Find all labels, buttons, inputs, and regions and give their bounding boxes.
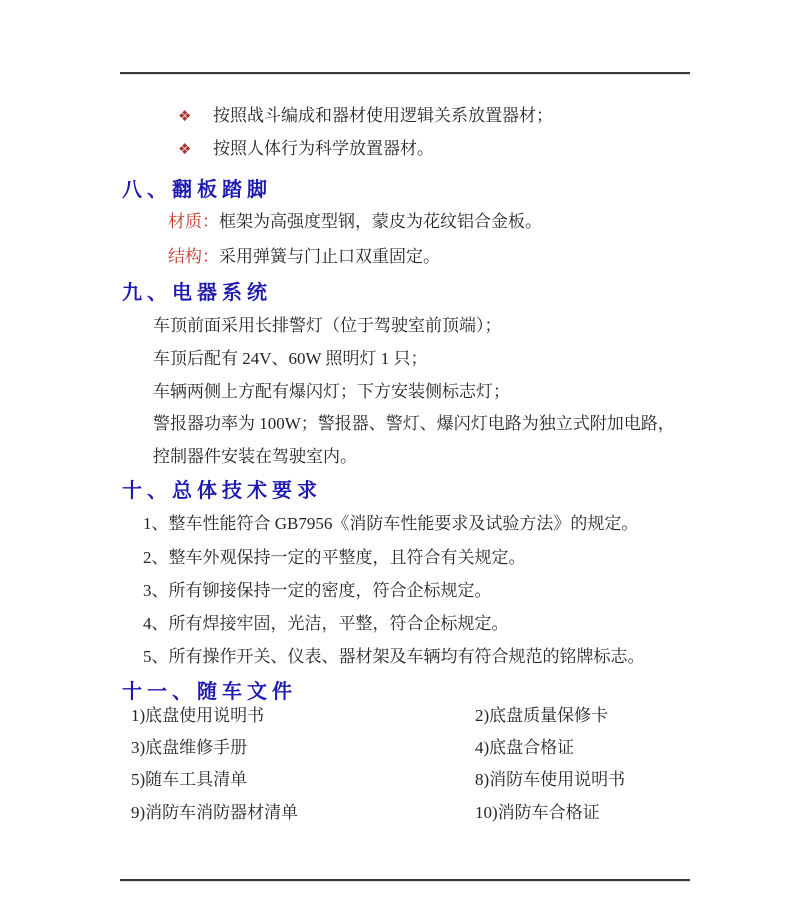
body-line: 车顶前面采用长排警灯（位于驾驶室前顶端）； <box>153 316 502 335</box>
diamond-bullet-icon: ❖ <box>178 140 192 158</box>
numbered-item: 3、所有铆接保持一定的密度，符合企标规定。 <box>143 581 492 600</box>
body-line: 警报器功率为 100W；警报器、警灯、爆闪灯电路为独立式附加电路， <box>153 414 675 433</box>
numbered-item: 2、整车外观保持一定的平整度，且符合有关规定。 <box>143 548 526 567</box>
structure-text: 采用弹簧与门止口双重固定。 <box>219 247 440 266</box>
body-line: 车顶后配有 24V、60W 照明灯 1 只； <box>153 349 428 368</box>
body-line: 控制器件安装在驾驶室内。 <box>153 447 357 466</box>
section-heading-8: 八、翻板踏脚 <box>122 179 272 201</box>
material-label: 材质： <box>168 212 219 231</box>
numbered-item: 5、所有操作开关、仪表、器材架及车辆均有符合规范的铭牌标志。 <box>143 647 645 666</box>
doc-list-item: 8)消防车使用说明书 <box>475 770 626 789</box>
body-line: 车辆两侧上方配有爆闪灯；下方安装侧标志灯； <box>153 382 510 401</box>
material-text: 框架为高强度型钢，蒙皮为花纹铝合金板。 <box>219 212 542 231</box>
doc-list-item: 1)底盘使用说明书 <box>131 706 265 725</box>
numbered-item: 1、整车性能符合 GB7956《消防车性能要求及试验方法》的规定。 <box>143 514 639 533</box>
labeled-line <box>168 211 542 232</box>
section-heading-11: 十一、随车文件 <box>122 681 297 703</box>
bullet-item <box>178 105 553 126</box>
labeled-line <box>168 246 440 267</box>
header-rule <box>120 72 690 75</box>
doc-list-item: 10)消防车合格证 <box>475 803 600 822</box>
doc-list-item: 5)随车工具清单 <box>131 770 248 789</box>
doc-list-item: 9)消防车消防器材清单 <box>131 803 299 822</box>
bullet-text: 按照人体行为科学放置器材。 <box>213 139 434 158</box>
doc-list-item: 3)底盘维修手册 <box>131 738 248 757</box>
bullet-text: 按照战斗编成和器材使用逻辑关系放置器材； <box>213 106 553 125</box>
doc-list-item: 2)底盘质量保修卡 <box>475 706 609 725</box>
numbered-item: 4、所有焊接牢固，光洁，平整，符合企标规定。 <box>143 614 509 633</box>
footer-rule <box>120 879 690 882</box>
doc-list-item: 4)底盘合格证 <box>475 738 575 757</box>
diamond-bullet-icon: ❖ <box>178 107 192 125</box>
bullet-item <box>178 138 434 159</box>
section-heading-10: 十、总体技术要求 <box>122 480 322 502</box>
structure-label: 结构： <box>168 247 219 266</box>
section-heading-9: 九、电器系统 <box>122 282 272 304</box>
